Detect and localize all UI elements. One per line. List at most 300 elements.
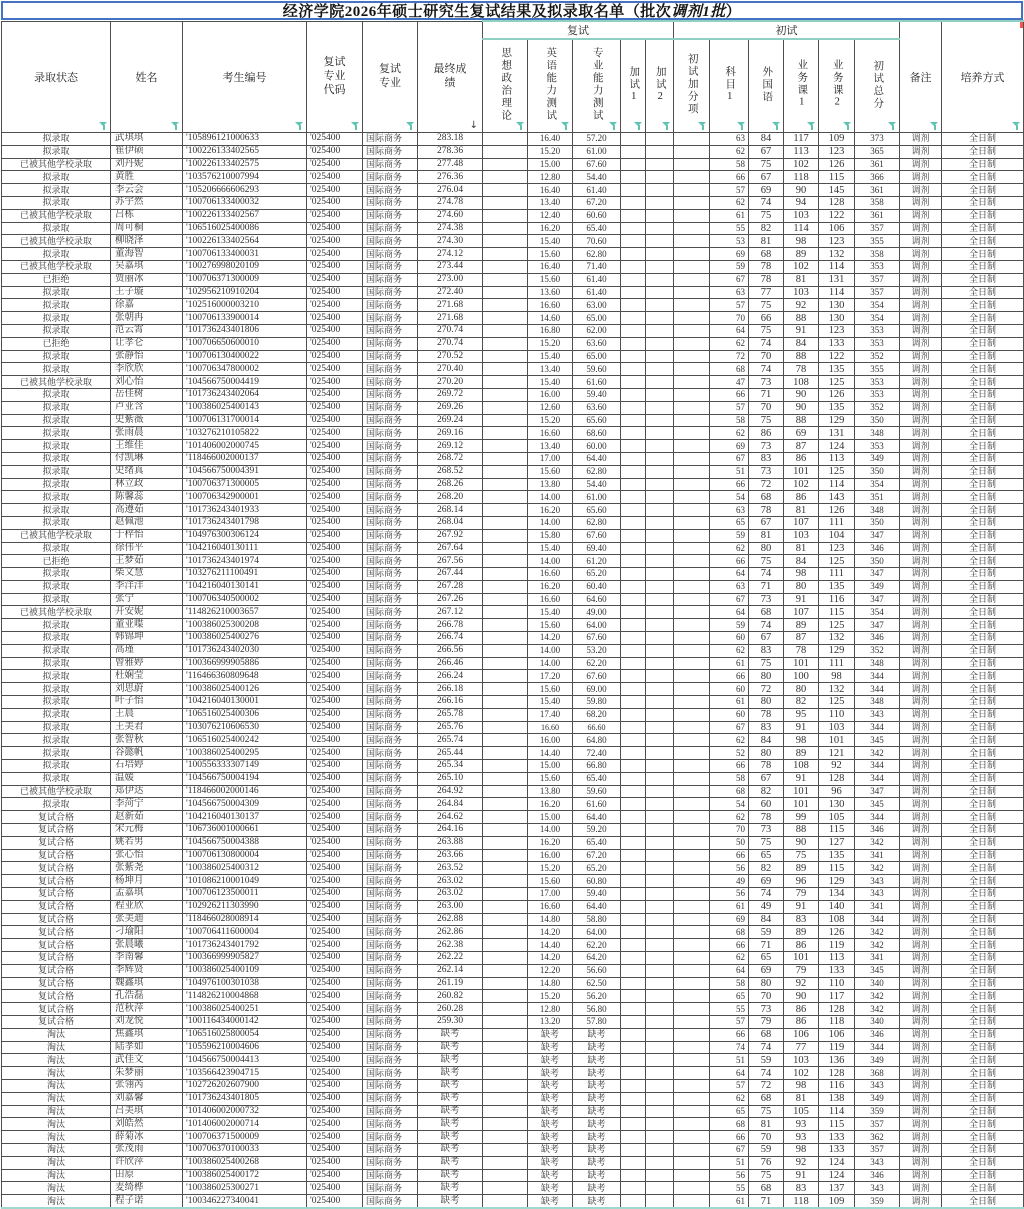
col-header-business-course-1 (784, 39, 819, 133)
cell-initial-bonus (674, 644, 710, 657)
cell-english-score: 14.00 (528, 491, 573, 504)
cell-name: 张智秋 (111, 734, 183, 747)
cell-foreign-language: 72 (749, 1079, 784, 1092)
cell-professional-score: 61.20 (573, 555, 621, 568)
cell-final-score: 267.56 (418, 555, 483, 568)
cell-politics (483, 849, 528, 862)
cell-english-score: 15.60 (528, 248, 573, 261)
cell-initial-total: 344 (855, 721, 900, 734)
cell-business-course-1: 98 (784, 734, 819, 747)
cell-remark: 调剂 (900, 273, 942, 286)
cell-initial-bonus (674, 964, 710, 977)
cell-foreign-language: 73 (749, 824, 784, 837)
cell-initial-total: 346 (855, 542, 900, 555)
cell-training-mode: 全日制 (942, 964, 1024, 977)
cell-candidate-no: '101736243401933 (183, 504, 307, 517)
cell-politics (483, 388, 528, 401)
cell-professional-score: 62.80 (573, 248, 621, 261)
cell-foreign-language: 75 (749, 836, 784, 849)
table-row (2, 593, 1024, 606)
filter-icon[interactable] (843, 122, 852, 130)
cell-foreign-language: 73 (749, 1003, 784, 1016)
filter-icon[interactable] (171, 122, 180, 130)
cell-english-score: 16.60 (528, 568, 573, 581)
cell-training-mode: 全日制 (942, 273, 1024, 286)
cell-final-score: 265.44 (418, 747, 483, 760)
col-header-label: 考生编号 (222, 71, 267, 84)
cell-candidate-no: '100386025400126 (183, 683, 307, 696)
cell-politics (483, 696, 528, 709)
cell-remark: 调剂 (900, 1105, 942, 1118)
filter-icon[interactable] (807, 122, 816, 130)
cell-recruit-status: 拟录取 (2, 798, 111, 811)
cell-training-mode: 全日制 (942, 1079, 1024, 1092)
cell-training-mode: 全日制 (942, 811, 1024, 824)
cell-name: 吕美琪 (111, 1105, 183, 1118)
cell-candidate-no: '102726202607900 (183, 1079, 307, 1092)
cell-english-score: 缺考 (528, 1028, 573, 1041)
cell-business-course-2: 119 (819, 939, 855, 952)
cell-subject-1: 66 (710, 1028, 749, 1041)
cell-english-score: 15.00 (528, 760, 573, 773)
cell-extra-test-2 (646, 888, 674, 901)
cell-candidate-no: '100706133400031 (183, 248, 307, 261)
cell-foreign-language: 75 (749, 324, 784, 337)
cell-major-code: '025400 (307, 721, 363, 734)
cell-remark: 调剂 (900, 171, 942, 184)
cell-initial-bonus (674, 414, 710, 427)
cell-candidate-no: '100706411600004 (183, 926, 307, 939)
cell-initial-bonus (674, 849, 710, 862)
cell-initial-bonus (674, 632, 710, 645)
cell-extra-test-2 (646, 414, 674, 427)
cell-foreign-language: 72 (749, 683, 784, 696)
cell-training-mode: 全日制 (942, 644, 1024, 657)
col-header-label: 最终成绩 (433, 63, 467, 89)
cell-recruit-status: 拟录取 (2, 388, 111, 401)
cell-english-score: 14.00 (528, 516, 573, 529)
cell-english-score: 缺考 (528, 1156, 573, 1169)
cell-english-score: 17.40 (528, 708, 573, 721)
cell-subject-1: 62 (710, 644, 749, 657)
cell-foreign-language: 73 (749, 376, 784, 389)
cell-english-score: 16.60 (528, 299, 573, 312)
cell-subject-1: 61 (710, 209, 749, 222)
cell-candidate-no: '106516025400242 (183, 734, 307, 747)
cell-subject-1: 58 (710, 414, 749, 427)
cell-foreign-language: 67 (749, 145, 784, 158)
table-row (2, 196, 1024, 209)
cell-professional-score: 65.00 (573, 312, 621, 325)
filter-icon[interactable] (634, 122, 643, 130)
cell-english-score: 17.20 (528, 670, 573, 683)
cell-foreign-language: 68 (749, 1028, 784, 1041)
filter-icon[interactable] (930, 122, 939, 130)
cell-foreign-language: 75 (749, 209, 784, 222)
cell-candidate-no: '101736243402064 (183, 388, 307, 401)
cell-extra-test-2 (646, 1092, 674, 1105)
cell-english-score: 15.40 (528, 235, 573, 248)
cell-name: 程子诺 (111, 1195, 183, 1208)
cell-extra-test-2 (646, 952, 674, 965)
cell-business-course-2: 135 (819, 849, 855, 862)
cell-extra-test-2 (646, 427, 674, 440)
cell-initial-bonus (674, 900, 710, 913)
cell-extra-test-2 (646, 657, 674, 670)
cell-final-score: 缺考 (418, 1143, 483, 1156)
cell-recruit-status: 拟录取 (2, 772, 111, 785)
cell-name: 张茂雨 (111, 1143, 183, 1156)
cell-initial-total: 349 (855, 1054, 900, 1067)
cell-training-mode: 全日制 (942, 760, 1024, 773)
cell-professional-score: 64.40 (573, 900, 621, 913)
cell-recruit-status: 复试合格 (2, 849, 111, 862)
filter-icon[interactable] (99, 122, 108, 130)
cell-candidate-no: '101736243401798 (183, 516, 307, 529)
filter-icon[interactable] (516, 122, 525, 130)
cell-candidate-no: '102956210910204 (183, 286, 307, 299)
cell-professional-score: 56.20 (573, 990, 621, 1003)
cell-candidate-no: '100706342900001 (183, 491, 307, 504)
cell-candidate-no: '100276998020109 (183, 260, 307, 273)
table-row (2, 900, 1024, 913)
cell-initial-total: 344 (855, 683, 900, 696)
cell-politics (483, 1092, 528, 1105)
cell-extra-test-2 (646, 504, 674, 517)
cell-initial-bonus (674, 657, 710, 670)
cell-name: 陆孝如 (111, 1041, 183, 1054)
cell-extra-test-2 (646, 913, 674, 926)
cell-final-score: 266.74 (418, 632, 483, 645)
cell-candidate-no: '114826210004868 (183, 990, 307, 1003)
cell-foreign-language: 70 (749, 990, 784, 1003)
cell-extra-test-2 (646, 1131, 674, 1144)
cell-final-score: 278.36 (418, 145, 483, 158)
cell-professional-score: 61.00 (573, 491, 621, 504)
cell-initial-total: 349 (855, 452, 900, 465)
cell-english-score: 13.20 (528, 1015, 573, 1028)
cell-extra-test-1 (621, 440, 646, 453)
cell-business-course-2: 136 (819, 1054, 855, 1067)
table-row (2, 555, 1024, 568)
cell-initial-bonus (674, 875, 710, 888)
cell-business-course-2: 130 (819, 798, 855, 811)
cell-final-score: 269.12 (418, 440, 483, 453)
cell-final-score: 263.66 (418, 849, 483, 862)
cell-initial-total: 342 (855, 1003, 900, 1016)
cell-subject-1: 57 (710, 1079, 749, 1092)
cell-candidate-no: '100706131700014 (183, 414, 307, 427)
cell-initial-total: 343 (855, 1156, 900, 1169)
cell-business-course-1: 101 (784, 465, 819, 478)
cell-initial-total: 357 (855, 273, 900, 286)
cell-major-code: '025400 (307, 964, 363, 977)
cell-professional-score: 69.40 (573, 542, 621, 555)
cell-english-score: 15.60 (528, 273, 573, 286)
cell-initial-total: 361 (855, 184, 900, 197)
cell-business-course-2: 133 (819, 337, 855, 350)
cell-politics (483, 1028, 528, 1041)
cell-extra-test-1 (621, 312, 646, 325)
cell-name: 杨坤月 (111, 875, 183, 888)
cell-extra-test-1 (621, 900, 646, 913)
cell-politics (483, 209, 528, 222)
cell-extra-test-2 (646, 644, 674, 657)
cell-initial-bonus (674, 734, 710, 747)
cell-politics (483, 273, 528, 286)
cell-professional-score: 59.60 (573, 363, 621, 376)
table-row (2, 760, 1024, 773)
cell-subject-1: 56 (710, 1169, 749, 1182)
cell-initial-total: 345 (855, 964, 900, 977)
cell-major: 国际商务 (363, 1105, 418, 1118)
cell-name: 叶子怡 (111, 696, 183, 709)
cell-business-course-2: 122 (819, 350, 855, 363)
cell-final-score: 缺考 (418, 1079, 483, 1092)
cell-subject-1: 65 (710, 1105, 749, 1118)
cell-initial-total: 341 (855, 849, 900, 862)
cell-name: 杜娴莹 (111, 670, 183, 683)
cell-foreign-language: 68 (749, 491, 784, 504)
cell-extra-test-1 (621, 952, 646, 965)
cell-name: 张宁 (111, 593, 183, 606)
cell-extra-test-2 (646, 1143, 674, 1156)
cell-extra-test-2 (646, 1003, 674, 1016)
cell-professional-score: 缺考 (573, 1067, 621, 1080)
cell-training-mode: 全日制 (942, 990, 1024, 1003)
filter-icon[interactable] (888, 122, 897, 130)
cell-name: 李欣欣 (111, 363, 183, 376)
cell-extra-test-1 (621, 1041, 646, 1054)
cell-major-code: '025400 (307, 542, 363, 555)
cell-recruit-status: 复试合格 (2, 824, 111, 837)
cell-candidate-no: '100706133400032 (183, 196, 307, 209)
cell-name: 王美君 (111, 721, 183, 734)
table-row (2, 1169, 1024, 1182)
cell-politics (483, 1003, 528, 1016)
cell-major-code: '025400 (307, 324, 363, 337)
cell-business-course-2: 111 (819, 516, 855, 529)
cell-business-course-1: 75 (784, 849, 819, 862)
cell-extra-test-1 (621, 708, 646, 721)
cell-name: 董海智 (111, 248, 183, 261)
cell-politics (483, 939, 528, 952)
cell-major-code: '025400 (307, 196, 363, 209)
cell-foreign-language: 70 (749, 1131, 784, 1144)
filter-icon[interactable] (351, 122, 360, 130)
cell-professional-score: 缺考 (573, 1105, 621, 1118)
col-header-label: 加试1 (628, 65, 640, 104)
cell-initial-bonus (674, 427, 710, 440)
cell-initial-bonus (674, 1003, 710, 1016)
cell-remark: 调剂 (900, 324, 942, 337)
cell-training-mode: 全日制 (942, 491, 1024, 504)
cell-subject-1: 58 (710, 977, 749, 990)
cell-subject-1: 69 (710, 913, 749, 926)
cell-recruit-status: 淘汰 (2, 1143, 111, 1156)
cell-business-course-2: 111 (819, 568, 855, 581)
cell-extra-test-2 (646, 593, 674, 606)
cell-subject-1: 62 (710, 952, 749, 965)
filter-icon[interactable] (772, 122, 781, 130)
cell-recruit-status: 已被其他学校录取 (2, 209, 111, 222)
filter-icon[interactable] (406, 122, 415, 130)
cell-politics (483, 516, 528, 529)
cell-major-code: '025400 (307, 171, 363, 184)
cell-initial-bonus (674, 952, 710, 965)
cell-business-course-2: 103 (819, 721, 855, 734)
cell-politics (483, 235, 528, 248)
cell-major: 国际商务 (363, 568, 418, 581)
cell-extra-test-2 (646, 1156, 674, 1169)
col-header-label: 业务课1 (796, 59, 808, 110)
cell-training-mode: 全日制 (942, 337, 1024, 350)
cell-extra-test-2 (646, 696, 674, 709)
cell-major-code: '025400 (307, 990, 363, 1003)
cell-politics (483, 785, 528, 798)
table-row (2, 1067, 1024, 1080)
cell-candidate-no: '104566750004194 (183, 772, 307, 785)
cell-final-score: 272.40 (418, 286, 483, 299)
cell-subject-1: 67 (710, 1143, 749, 1156)
cell-major-code: '025400 (307, 401, 363, 414)
table-row (2, 875, 1024, 888)
cell-major: 国际商务 (363, 196, 418, 209)
cell-english-score: 缺考 (528, 1169, 573, 1182)
cell-business-course-2: 126 (819, 504, 855, 517)
cell-politics (483, 926, 528, 939)
cell-professional-score: 61.60 (573, 376, 621, 389)
filter-icon[interactable] (561, 122, 570, 130)
cell-training-mode: 全日制 (942, 312, 1024, 325)
cell-business-course-1: 86 (784, 939, 819, 952)
cell-name: 李云会 (111, 184, 183, 197)
cell-initial-bonus (674, 312, 710, 325)
cell-major-code: '025400 (307, 696, 363, 709)
cell-final-score: 缺考 (418, 1156, 483, 1169)
cell-remark: 调剂 (900, 1067, 942, 1080)
cell-business-course-2: 98 (819, 670, 855, 683)
cell-business-course-1: 84 (784, 337, 819, 350)
cell-subject-1: 62 (710, 337, 749, 350)
cell-initial-total: 346 (855, 632, 900, 645)
cell-business-course-1: 102 (784, 1067, 819, 1080)
cell-recruit-status: 拟录取 (2, 670, 111, 683)
cell-major: 国际商务 (363, 235, 418, 248)
cell-final-score: 缺考 (418, 1131, 483, 1144)
cell-subject-1: 59 (710, 619, 749, 632)
cell-professional-score: 缺考 (573, 1195, 621, 1208)
cell-final-score: 273.44 (418, 260, 483, 273)
cell-professional-score: 72.40 (573, 747, 621, 760)
cell-politics (483, 683, 528, 696)
cell-recruit-status: 复试合格 (2, 952, 111, 965)
cell-name: 赵佩池 (111, 516, 183, 529)
cell-foreign-language: 80 (749, 977, 784, 990)
cell-training-mode: 全日制 (942, 133, 1024, 146)
table-row (2, 606, 1024, 619)
cell-remark: 调剂 (900, 529, 942, 542)
col-header-english-test (528, 39, 573, 133)
cell-candidate-no: '118466002000146 (183, 785, 307, 798)
cell-initial-total: 341 (855, 900, 900, 913)
cell-extra-test-1 (621, 824, 646, 837)
cell-foreign-language: 79 (749, 1015, 784, 1028)
filter-icon[interactable] (698, 122, 707, 130)
filter-icon[interactable] (662, 122, 671, 130)
cell-name: 陈馨蕊 (111, 491, 183, 504)
cell-business-course-2: 114 (819, 478, 855, 491)
cell-major: 国际商务 (363, 952, 418, 965)
cell-training-mode: 全日制 (942, 580, 1024, 593)
cell-major: 国际商务 (363, 350, 418, 363)
cell-recruit-status: 拟录取 (2, 683, 111, 696)
cell-subject-1: 49 (710, 875, 749, 888)
cell-extra-test-1 (621, 939, 646, 952)
cell-foreign-language: 82 (749, 862, 784, 875)
cell-subject-1: 51 (710, 465, 749, 478)
filter-icon[interactable] (295, 122, 304, 130)
cell-extra-test-2 (646, 171, 674, 184)
cell-major-code: '025400 (307, 708, 363, 721)
cell-professional-score: 69.00 (573, 683, 621, 696)
cell-subject-1: 63 (710, 580, 749, 593)
table-row (2, 542, 1024, 555)
cell-subject-1: 63 (710, 286, 749, 299)
filter-icon[interactable] (1012, 122, 1021, 130)
col-header-label: 初试加分项 (686, 53, 698, 116)
cell-foreign-language: 75 (749, 414, 784, 427)
cell-name: 田原 (111, 1169, 183, 1182)
cell-english-score: 14.00 (528, 555, 573, 568)
cell-business-course-2: 118 (819, 1015, 855, 1028)
cell-recruit-status: 复试合格 (2, 977, 111, 990)
cell-professional-score: 57.20 (573, 133, 621, 146)
cell-recruit-status: 淘汰 (2, 1169, 111, 1182)
cell-name: 史紫薇 (111, 414, 183, 427)
cell-politics (483, 900, 528, 913)
cell-candidate-no: '106516025800054 (183, 1028, 307, 1041)
cell-extra-test-1 (621, 478, 646, 491)
cell-training-mode: 全日制 (942, 465, 1024, 478)
cell-business-course-2: 128 (819, 1003, 855, 1016)
cell-major: 国际商务 (363, 312, 418, 325)
cell-final-score: 267.28 (418, 580, 483, 593)
sort-descending-icon[interactable]: ↓ (469, 120, 478, 131)
cell-remark: 调剂 (900, 606, 942, 619)
cell-final-score: 274.12 (418, 248, 483, 261)
table-row (2, 1054, 1024, 1067)
cell-english-score: 14.60 (528, 312, 573, 325)
cell-foreign-language: 78 (749, 260, 784, 273)
cell-recruit-status: 拟录取 (2, 299, 111, 312)
cell-major: 国际商务 (363, 632, 418, 645)
cell-initial-total: 344 (855, 760, 900, 773)
cell-major-code: '025400 (307, 1092, 363, 1105)
cell-name: 王晨 (111, 708, 183, 721)
table-row (2, 414, 1024, 427)
cell-politics (483, 619, 528, 632)
cell-training-mode: 全日制 (942, 555, 1024, 568)
cell-subject-1: 58 (710, 158, 749, 171)
cell-major: 国际商务 (363, 440, 418, 453)
cell-initial-total: 353 (855, 260, 900, 273)
cell-extra-test-2 (646, 990, 674, 1003)
filter-icon[interactable] (737, 122, 746, 130)
filter-icon[interactable] (609, 122, 618, 130)
cell-recruit-status: 拟录取 (2, 734, 111, 747)
cell-business-course-2: 92 (819, 760, 855, 773)
